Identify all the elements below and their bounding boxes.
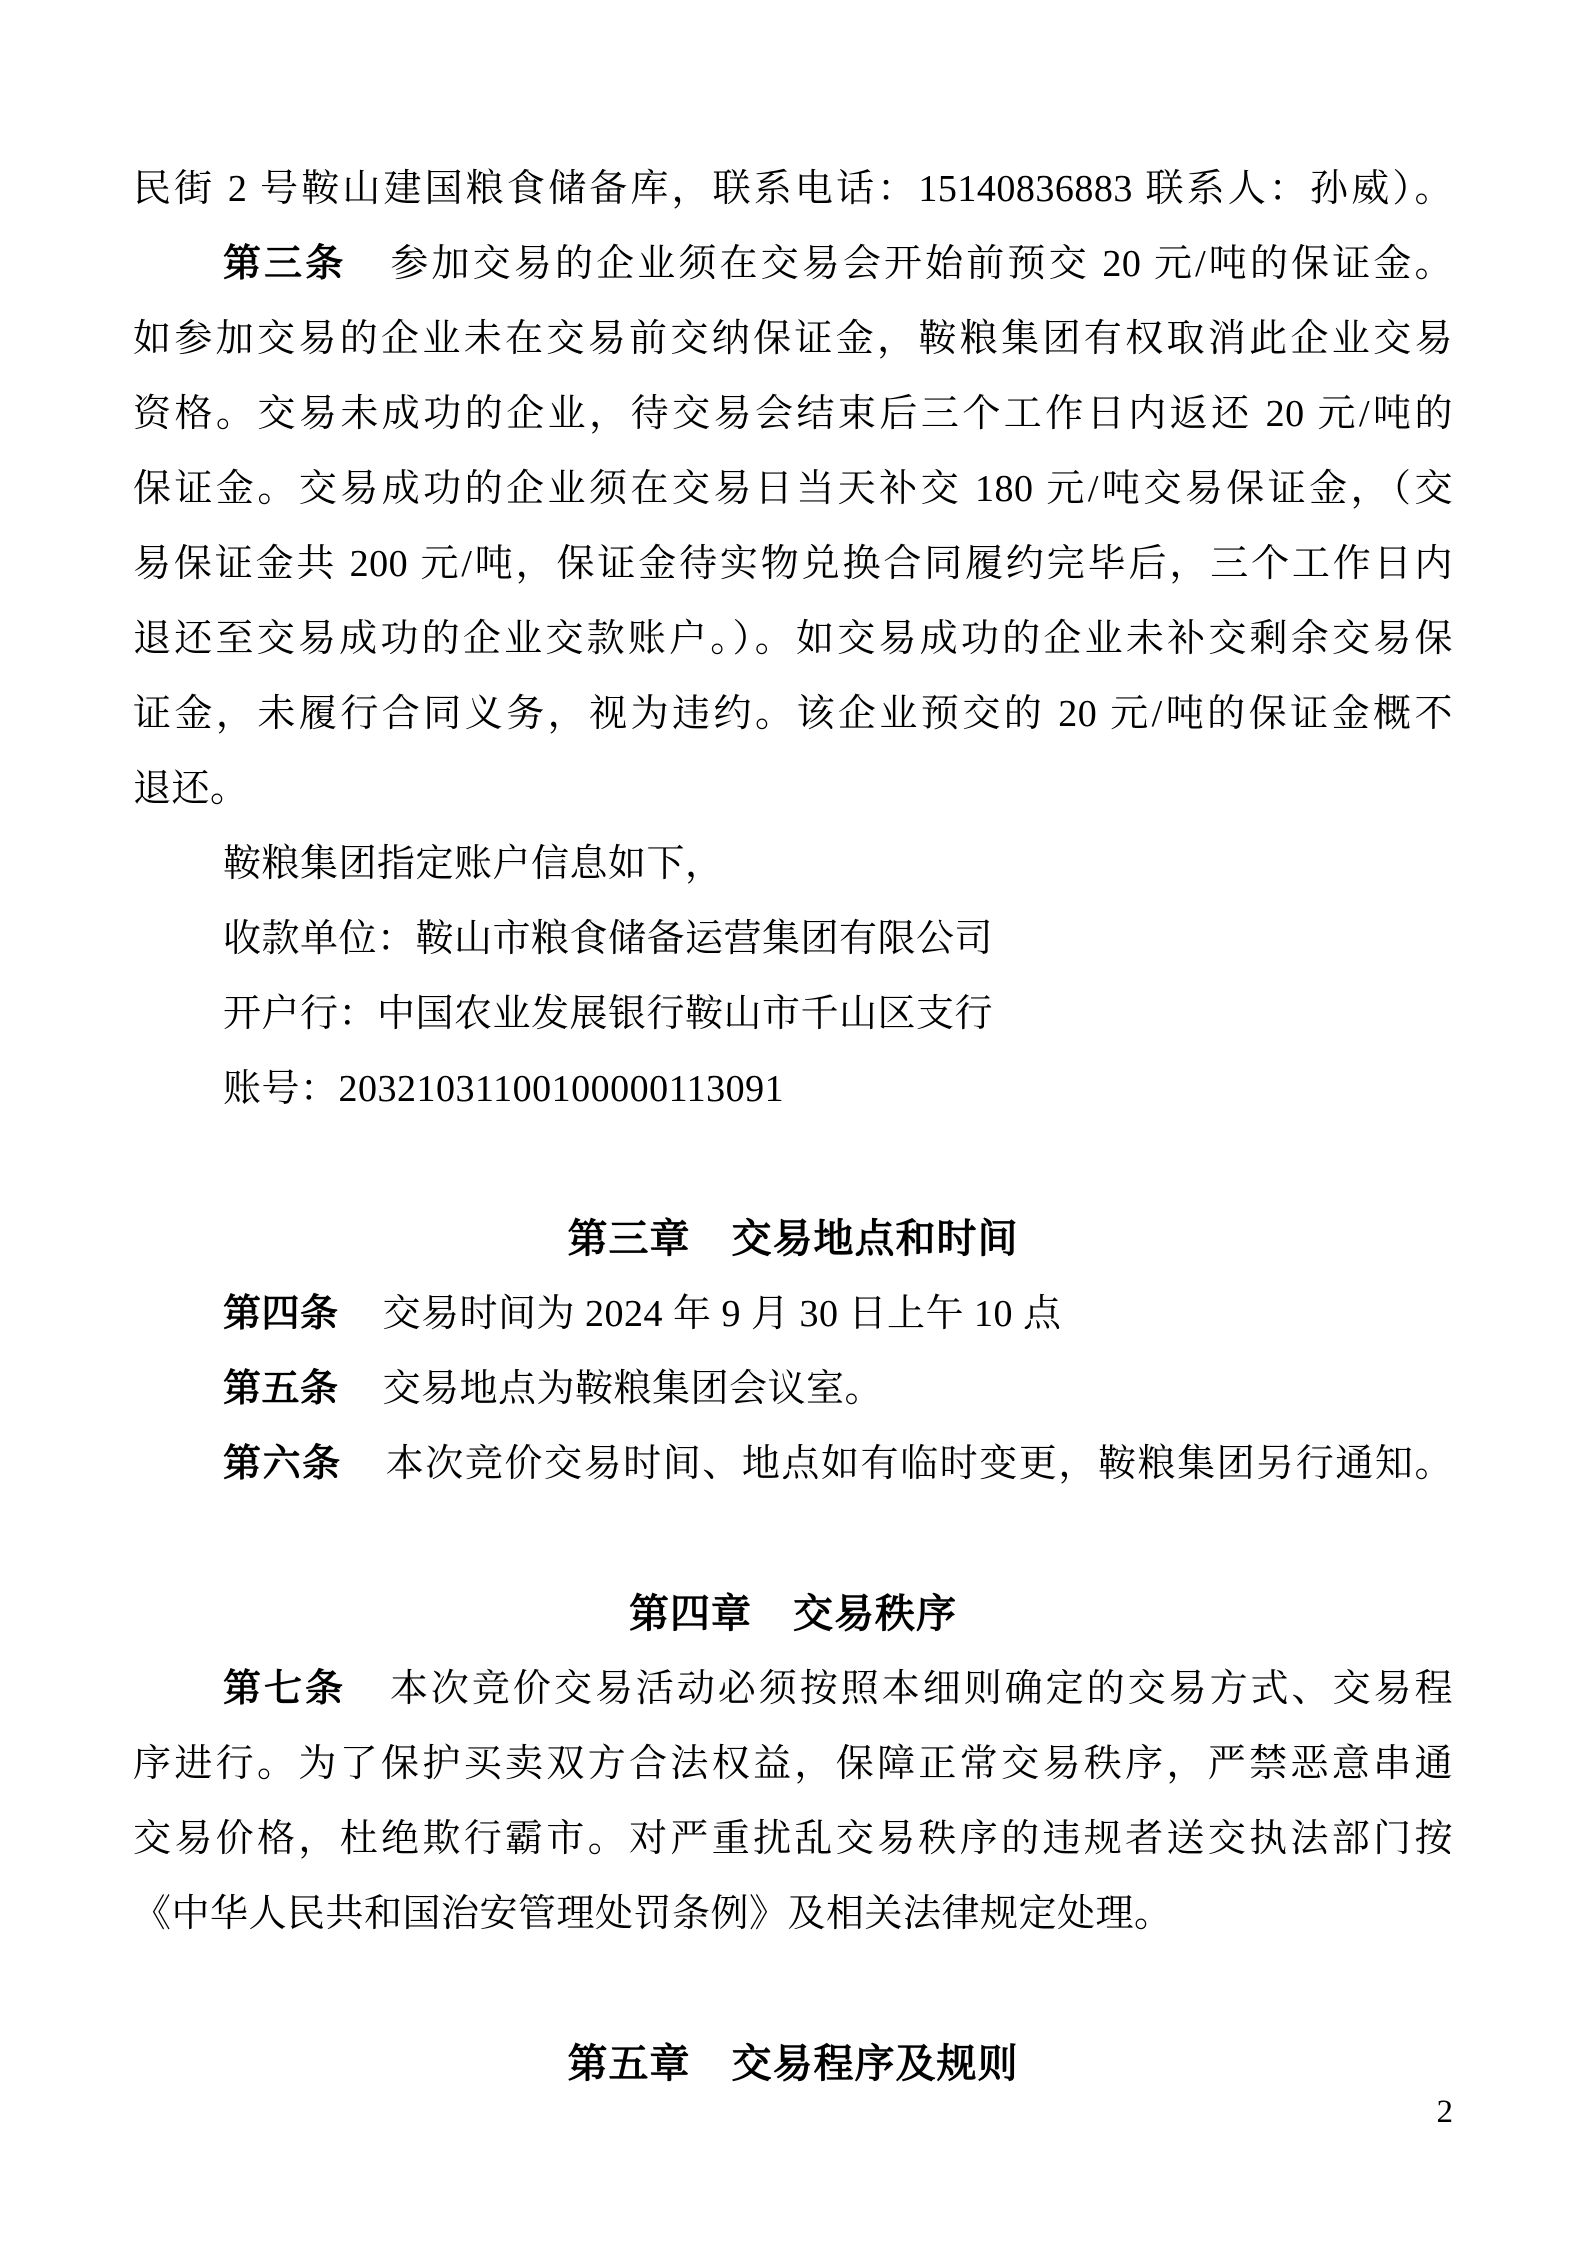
document-body xyxy=(133,152,1453,2102)
article-7-text: 本次竞价交易活动必须按照本细则确定的交易方式、交易程 xyxy=(389,1668,1453,1710)
page-number: 2 xyxy=(1436,2094,1453,2130)
body-line: 保证金。交易成功的企业须在交易日当天补交 180 元/吨交易保证金，（交 xyxy=(133,468,1453,510)
article-5-label: 第五条 xyxy=(223,1368,339,1410)
body-line: 序进行。为了保护买卖双方合法权益，保障正常交易秩序，严禁恶意串通 xyxy=(133,1743,1453,1785)
body-line: 交易价格，杜绝欺行霸市。对严重扰乱交易秩序的违规者送交执法部门按 xyxy=(133,1818,1453,1860)
body-line: 易保证金共 200 元/吨，保证金待实物兑换合同履约完毕后，三个工作日内 xyxy=(133,543,1453,585)
account-number-line: 账号：20321031100100000113091 xyxy=(223,1068,785,1110)
article-6-text: 本次竞价交易时间、地点如有临时变更，鞍粮集团另行通知。 xyxy=(385,1443,1453,1485)
article-3-text: 参加交易的企业须在交易会开始前预交 20 元/吨的保证金。 xyxy=(390,243,1453,285)
article-4-text: 交易时间为 2024 年 9 月 30 日上午 10 点 xyxy=(382,1293,1062,1335)
article-4-label: 第四条 xyxy=(223,1293,339,1335)
article-6-line xyxy=(133,1427,1453,1502)
account-bank-line: 开户行：中国农业发展银行鞍山市千山区支行 xyxy=(223,993,994,1035)
chapter-5-heading: 第五章 交易程序及规则 xyxy=(567,2042,1019,2086)
article-6-label: 第六条 xyxy=(223,1443,342,1485)
body-line: 退还至交易成功的企业交款账户。）。如交易成功的企业未补交剩余交易保 xyxy=(133,618,1453,660)
article-7-first-line xyxy=(133,1652,1453,1727)
chapter-4-heading: 第四章 交易秩序 xyxy=(629,1592,957,1636)
body-line: 退还。 xyxy=(133,768,249,810)
article-5-line xyxy=(133,1352,1453,1427)
article-4-line xyxy=(133,1277,1453,1352)
chapter-3-heading: 第三章 交易地点和时间 xyxy=(567,1217,1019,1261)
body-line: 证金，未履行合同义务，视为违约。该企业预交的 20 元/吨的保证金概不 xyxy=(133,693,1453,735)
account-intro-line: 鞍粮集团指定账户信息如下， xyxy=(223,843,724,885)
body-line: 《中华人民共和国治安管理处罚条例》及相关法律规定处理。 xyxy=(133,1893,1173,1935)
article-3-first-line xyxy=(133,227,1453,302)
body-line: 如参加交易的企业未在交易前交纳保证金，鞍粮集团有权取消此企业交易 xyxy=(133,318,1453,360)
article-7-label: 第七条 xyxy=(223,1668,346,1710)
body-line-continuation: 民街 2 号鞍山建国粮食储备库，联系电话：15140836883 联系人：孙威）。 xyxy=(133,168,1453,210)
body-line: 资格。交易未成功的企业，待交易会结束后三个工作日内返还 20 元/吨的 xyxy=(133,393,1453,435)
article-3-label: 第三条 xyxy=(223,243,347,285)
account-payee-line: 收款单位：鞍山市粮食储备运营集团有限公司 xyxy=(223,918,994,960)
article-5-text: 交易地点为鞍粮集团会议室。 xyxy=(382,1368,884,1410)
